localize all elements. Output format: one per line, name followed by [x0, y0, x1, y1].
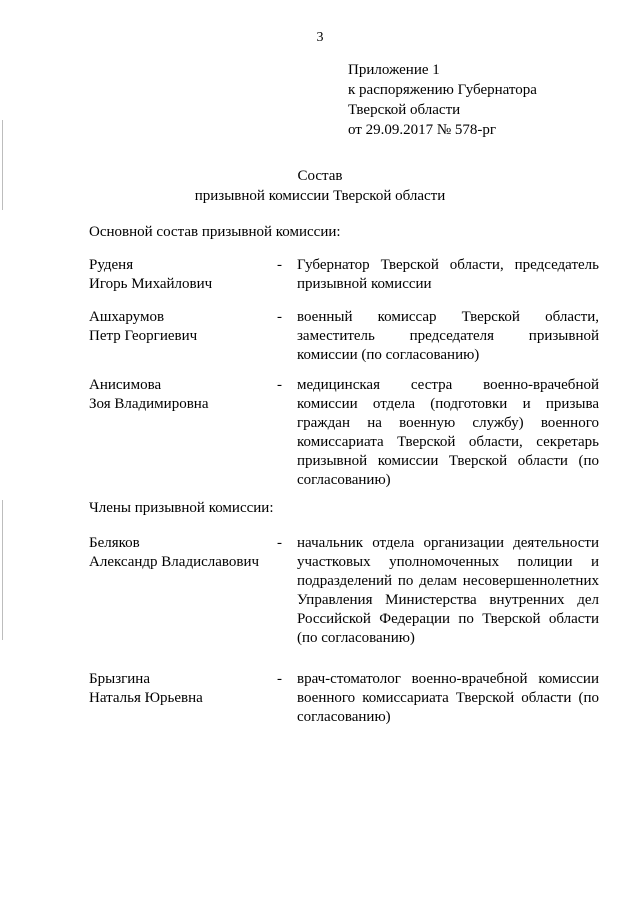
appendix-line: Приложение 1 — [348, 62, 440, 78]
member-surname: Брызгина — [89, 671, 150, 687]
member-name — [89, 376, 279, 414]
document-title — [0, 166, 640, 206]
member-name — [89, 534, 279, 572]
member-name — [89, 670, 279, 708]
member-role: врач-стоматолог военно-врачебной комиссии военного комиссариата Тверской области (по согласованию) — [297, 671, 599, 725]
member-surname: Ашхарумов — [89, 309, 165, 325]
appendix-line: от 29.09.2017 № 578-рг — [348, 122, 497, 138]
member-dash: - — [277, 309, 282, 325]
member-dash: - — [277, 671, 282, 687]
member-given-name: Петр Георгиевич — [89, 328, 198, 344]
member-name — [89, 308, 279, 346]
member-surname: Руденя — [89, 257, 134, 273]
member-role: начальник отдела организации деятельности участковых уполномоченных полиции и подразделений по делам несовершеннолетних Управления Министерства внутренних дел Российской Федерации по Тверской области (по согласованию) — [297, 535, 599, 646]
member-surname: Беляков — [89, 535, 140, 551]
member-dash: - — [277, 257, 282, 273]
appendix-block — [348, 60, 537, 140]
member-given-name: Игорь Михайлович — [89, 276, 213, 292]
scan-edge-mark — [2, 500, 3, 640]
appendix-line: Тверской области — [348, 102, 461, 118]
title-line: Состав — [297, 168, 343, 184]
member-role: медицинская сестра военно-врачебной комиссии отдела (подготовки и призыва граждан на военную службу) военного комиссариата Тверской области, секретарь призывной комиссии Тверской области (по согласованию) — [297, 377, 599, 488]
member-given-name: Александр Владиславович — [89, 554, 260, 570]
member-surname: Анисимова — [89, 377, 162, 393]
member-role: Губернатор Тверской области, председатель призывной комиссии — [297, 257, 599, 292]
page-number: 3 — [316, 30, 324, 45]
member-dash: - — [277, 377, 282, 393]
appendix-line: к распоряжению Губернатора — [348, 82, 537, 98]
member-name — [89, 256, 279, 294]
title-line: призывной комиссии Тверской области — [194, 188, 446, 204]
member-given-name: Наталья Юрьевна — [89, 690, 203, 706]
member-role: военный комиссар Тверской области, заместитель председателя призывной комиссии (по согласованию) — [297, 309, 599, 363]
member-given-name: Зоя Владимировна — [89, 396, 209, 412]
member-dash: - — [277, 535, 282, 551]
main-composition-heading: Основной состав призывной комиссии: — [89, 224, 341, 240]
members-heading: Члены призывной комиссии: — [89, 500, 274, 516]
